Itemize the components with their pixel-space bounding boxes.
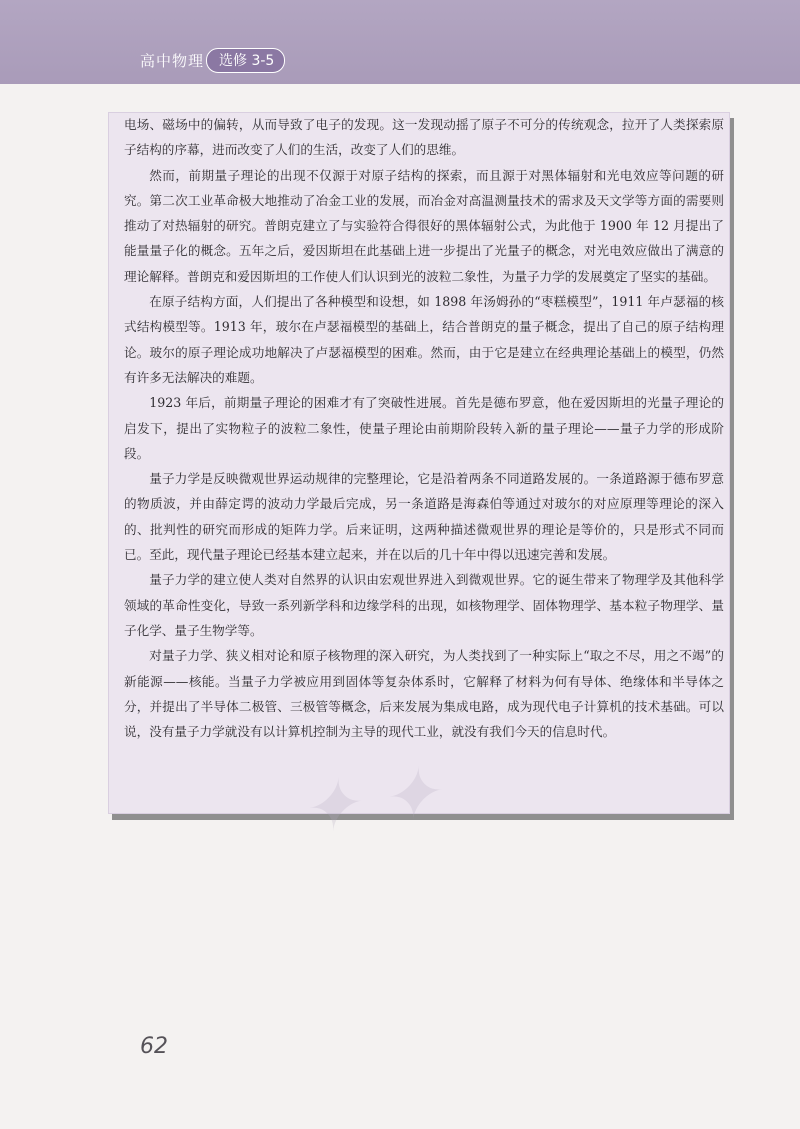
book-title: 高中物理 xyxy=(140,52,205,70)
paragraph: 量子力学的建立使人类对自然界的认识由宏观世界进入到微观世界。它的诞生带来了物理学及其他科学领域的革命性变化，导致一系列新学科和边缘学科的出现，如核物理学、固体物理学、基本粒子物理学、量子化学、量子生物学等。 xyxy=(124,572,724,638)
paragraph: 电场、磁场中的偏转，从而导致了电子的发现。这一发现动摇了原子不可分的传统观念，拉开了人类探索原子结构的序幕，进而改变了人们的生活，改变了人们的思维。 xyxy=(124,117,724,158)
page-number: 62 xyxy=(140,1034,168,1059)
reading-panel-text xyxy=(124,112,724,744)
paragraph: 在原子结构方面，人们提出了各种模型和设想，如 1898 年汤姆孙的“枣糕模型”，1911 年卢瑟福的核式结构模型等。1913 年，玻尔在卢瑟福模型的基础上，结合普朗克的量子概念，提出了自己的原子结构理论。玻尔的原子理论成功地解决了卢瑟福模型的困难。然而，由于它是建立在经典理论基础上的模型，仍然有许多无法解决的难题。 xyxy=(124,294,724,385)
paragraph: 然而，前期量子理论的出现不仅源于对原子结构的探索，而且源于对黑体辐射和光电效应等问题的研究。第二次工业革命极大地推动了冶金工业的发展，而冶金对高温测量技术的需求及天文学等方面的需要则推动了对热辐射的研究。普朗克建立了与实验符合得很好的黑体辐射公式，为此他于 1900 年 12 月提出了能量量子化的概念。五年之后，爱因斯坦在此基础上进一步提出了光量子的概念，对光电效应做出了满意的理论解释。普朗克和爱因斯坦的工作使人们认识到光的波粒二象性，为量子力学的发展奠定了坚实的基础。 xyxy=(124,167,724,284)
header-band xyxy=(0,0,800,84)
module-badge: 选修 3-5 xyxy=(206,48,285,73)
paragraph: 对量子力学、狭义相对论和原子核物理的深入研究，为人类找到了一种实际上“取之不尽，用之不竭”的新能源——核能。当量子力学被应用到固体等复杂体系时，它解释了材料为何有导体、绝缘体和半导体之分，并提出了半导体二极管、三极管等概念，后来发展为集成电路，成为现代电子计算机的技术基础。可以说，没有量子力学就没有以计算机控制为主导的现代工业，就没有我们今天的信息时代。 xyxy=(124,648,724,740)
paragraph: 量子力学是反映微观世界运动规律的完整理论，它是沿着两条不同道路发展的。一条道路源于德布罗意的物质波，并由薛定谔的波动力学最后完成，另一条道路是海森伯等通过对玻尔的对应原理等理论的深入的、批判性的研究而形成的矩阵力学。后来证明，这两种描述微观世界的理论是等价的，只是形式不同而已。至此，现代量子理论已经基本建立起来，并在以后的几十年中得以迅速完善和发展。 xyxy=(124,471,724,563)
paragraph: 1923 年后，前期量子理论的困难才有了突破性进展。首先是德布罗意，他在爱因斯坦的光量子理论的启发下，提出了实物粒子的波粒二象性，使量子理论由前期阶段转入新的量子理论——量子力学的形成阶段。 xyxy=(124,395,724,461)
watermark-decoration: ✦ ✦ xyxy=(294,750,445,852)
